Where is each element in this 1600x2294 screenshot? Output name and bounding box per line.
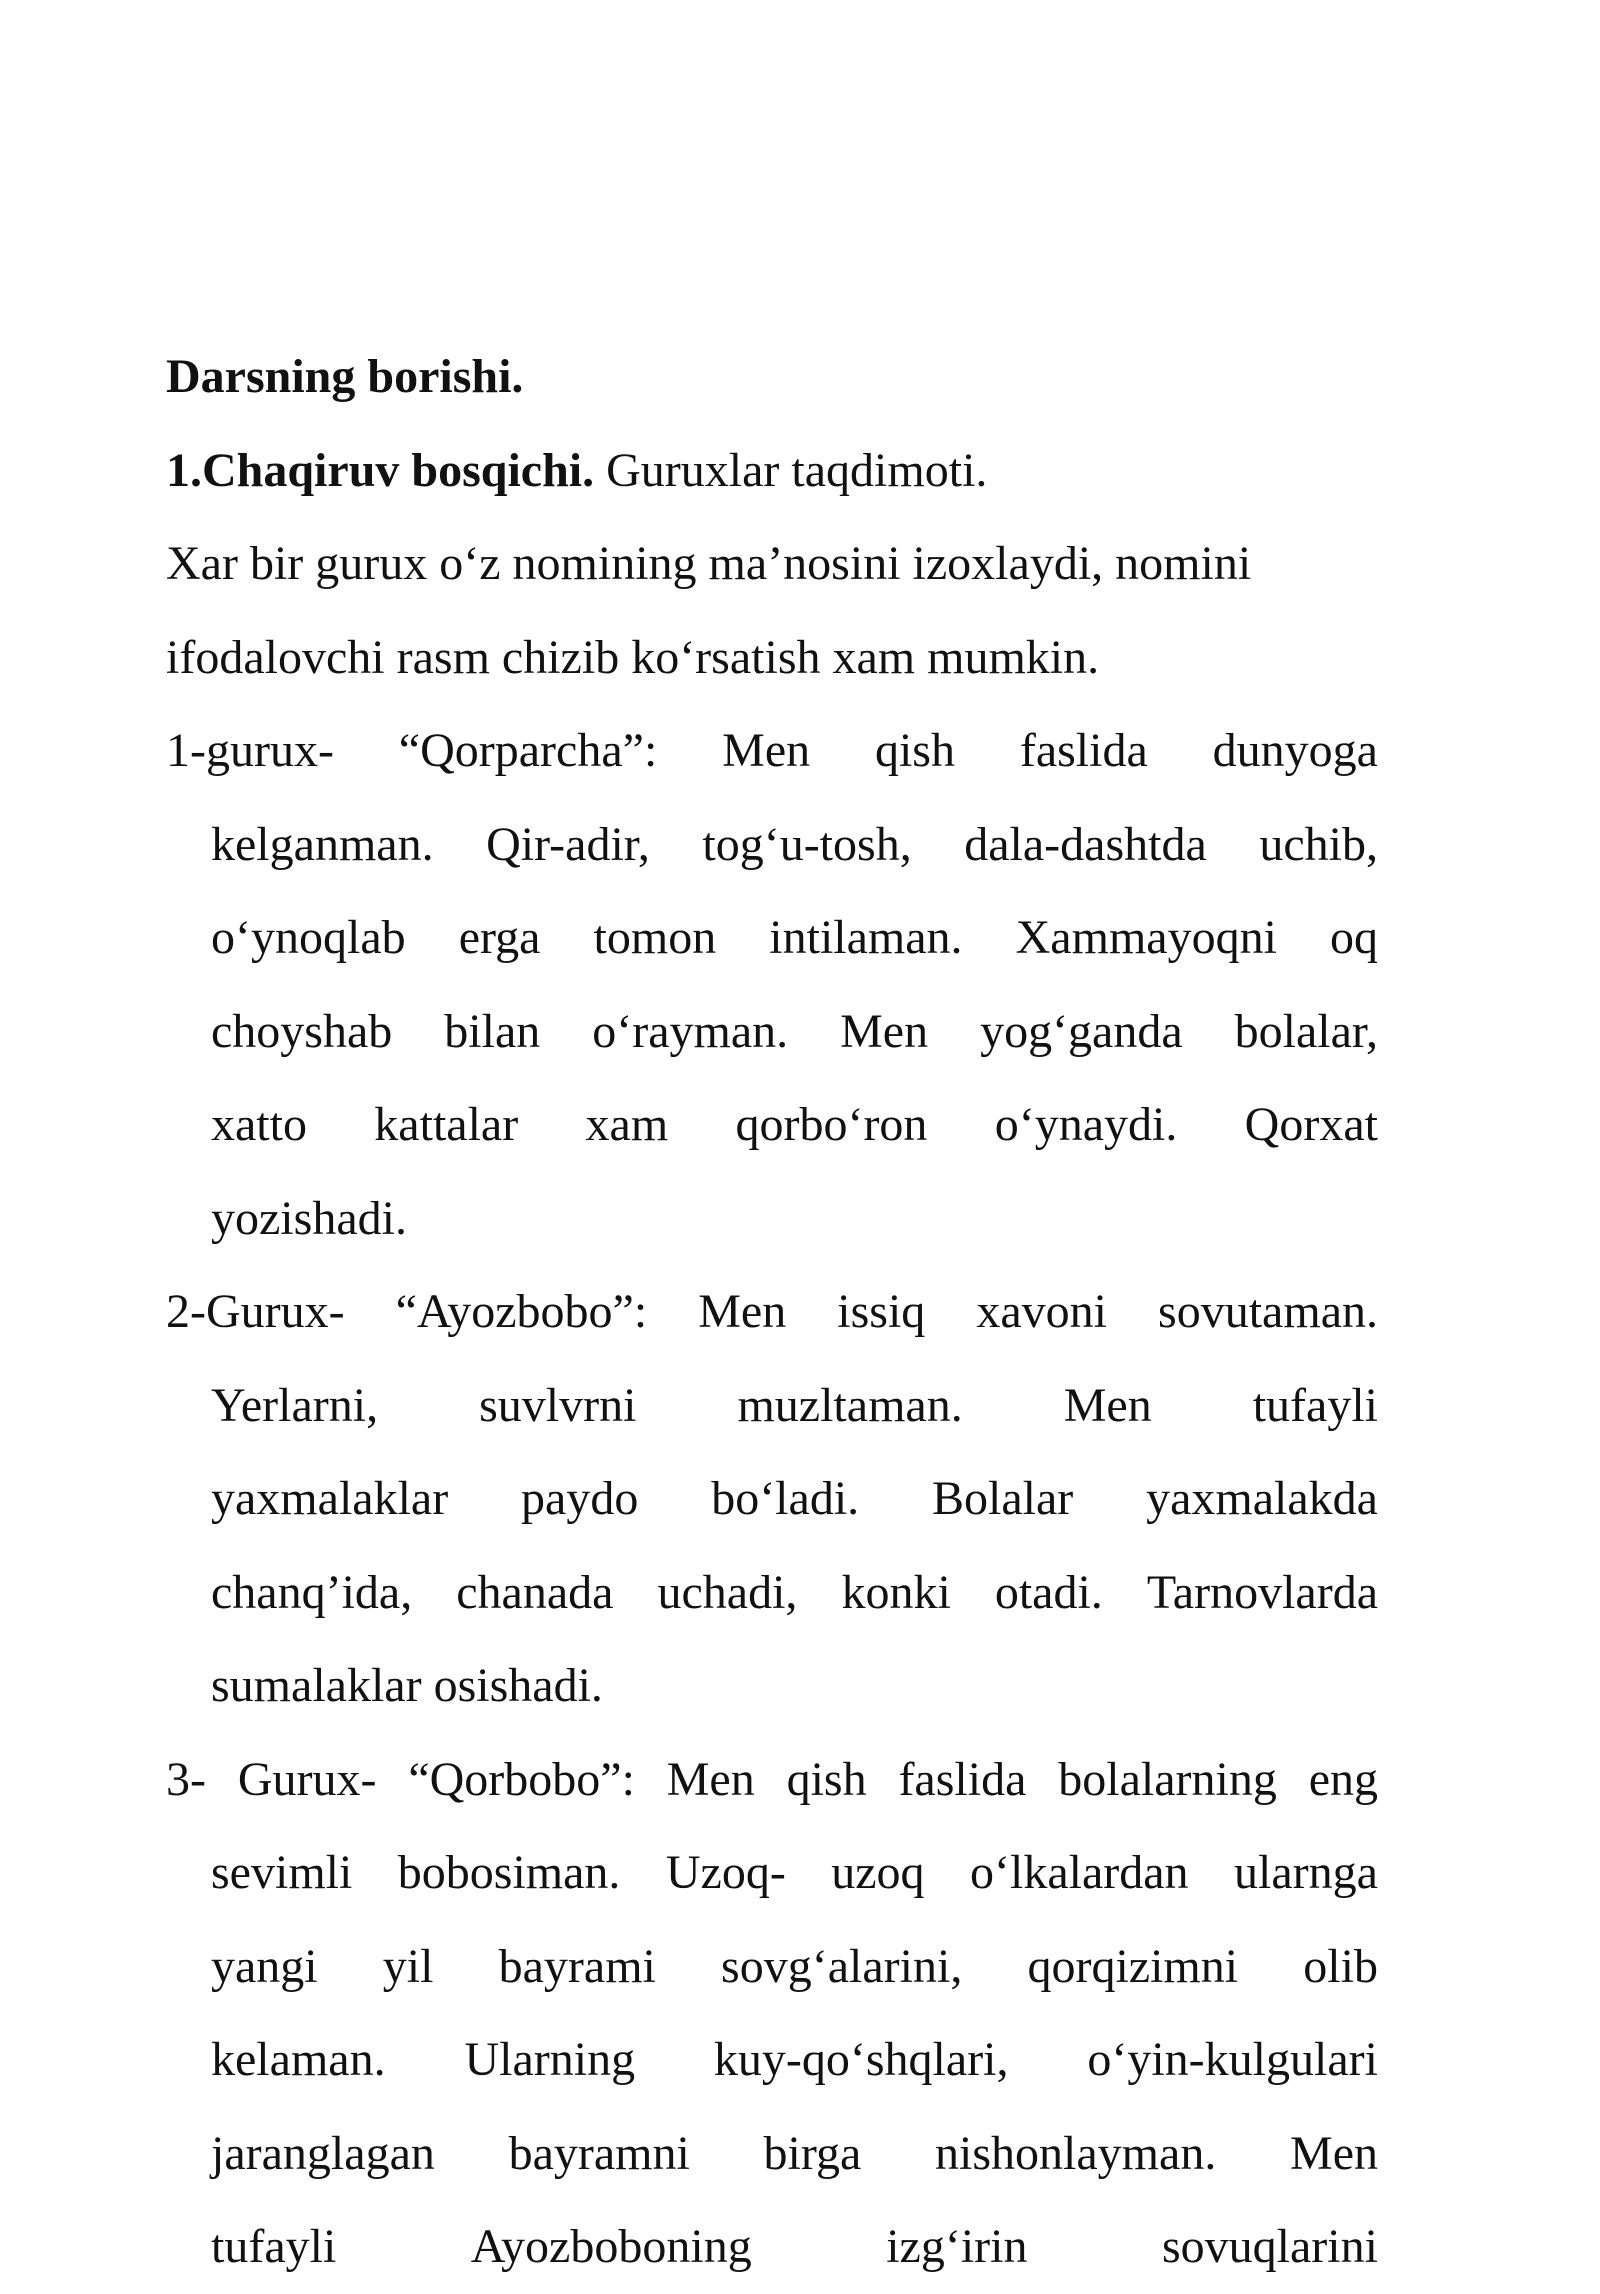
word: sovuqlarini xyxy=(1161,2220,1378,2273)
word: Gurux- xyxy=(237,1752,377,1806)
word: tomon xyxy=(593,911,717,964)
word: jaranglagan xyxy=(211,2126,435,2180)
stage-text: Guruxlar taqdimoti. xyxy=(594,443,988,497)
word: uchib, xyxy=(1259,817,1378,871)
word: 3- xyxy=(166,1752,206,1806)
group-paragraph-1 xyxy=(166,704,1378,1265)
group-line xyxy=(166,1359,1378,1453)
word: oq xyxy=(1330,911,1378,964)
word: Men xyxy=(840,1004,929,1058)
group-line xyxy=(166,798,1378,892)
group-paragraph-3 xyxy=(166,1733,1378,2294)
word: xatto xyxy=(211,1098,307,1151)
word: Ayozboboning xyxy=(470,2220,752,2273)
word: izg‘irin xyxy=(886,2220,1028,2273)
word: suvlvrni xyxy=(479,1378,637,1432)
word: kelganman. xyxy=(211,817,434,871)
group-line xyxy=(166,2107,1378,2201)
word: bayramni xyxy=(508,2126,690,2180)
word: 1-gurux- xyxy=(166,724,334,777)
group-line xyxy=(166,1920,1378,2014)
word: chanq’ida, xyxy=(211,1565,413,1619)
word: Xammayoqni xyxy=(1015,911,1277,964)
word: sevimli xyxy=(211,1846,353,1899)
word: Men xyxy=(722,724,811,777)
group-line xyxy=(166,1452,1378,1546)
word: Men xyxy=(1063,1378,1152,1432)
word: kattalar xyxy=(374,1098,519,1151)
word: sovg‘alarini, xyxy=(721,1939,963,1993)
word: Qorxat xyxy=(1244,1098,1378,1151)
word: olib xyxy=(1303,1939,1378,1993)
word: “Qorparcha”: xyxy=(398,724,658,777)
word: otadi. xyxy=(994,1565,1103,1619)
groups-list xyxy=(166,704,1378,2294)
word: erga xyxy=(458,911,541,964)
word: yil xyxy=(382,1939,434,1993)
word: qorqizimni xyxy=(1027,1939,1239,1993)
word: yaxmalakda xyxy=(1146,1472,1378,1525)
intro-line-2: ifodalovchi rasm chizib ko‘rsatish xam mumkin. xyxy=(166,630,1100,684)
word: dunyoga xyxy=(1212,724,1378,777)
word: o‘rayman. xyxy=(592,1004,789,1058)
word: yaxmalaklar xyxy=(211,1472,449,1525)
word: kuy-qo‘shqlari, xyxy=(713,2033,1009,2086)
word: Yerlarni, xyxy=(211,1378,379,1432)
word: tufayli xyxy=(1252,1378,1378,1432)
word: uchadi, xyxy=(657,1565,798,1619)
group-first-line xyxy=(166,1265,1378,1359)
word: chanada xyxy=(456,1565,614,1619)
word: ularnga xyxy=(1234,1846,1378,1899)
document-page xyxy=(166,330,1378,2294)
word: Men xyxy=(698,1285,787,1338)
word: eng xyxy=(1308,1752,1378,1806)
word: “Qorbobo”: xyxy=(408,1752,635,1806)
word: Qir-adir, xyxy=(486,817,650,871)
word: o‘ynaydi. xyxy=(994,1098,1178,1151)
word: uzoq xyxy=(831,1846,925,1899)
word: qish xyxy=(874,724,955,777)
word: konki xyxy=(841,1565,951,1619)
word: Men xyxy=(666,1752,755,1806)
word: bayrami xyxy=(498,1939,656,1993)
word: Ularning xyxy=(464,2033,636,2086)
group-paragraph-2 xyxy=(166,1265,1378,1733)
word: bobosiman. xyxy=(397,1846,621,1899)
intro-line-1: Xar bir gurux o‘z nomining ma’nosini izoxlaydi, nomini xyxy=(166,537,1252,590)
word: sovutaman. xyxy=(1158,1285,1378,1338)
word: xavoni xyxy=(976,1285,1107,1338)
word: yog‘ganda xyxy=(980,1004,1183,1058)
group-last-line: yozishadi. xyxy=(211,1191,407,1245)
stage-label: 1.Chaqiruv bosqichi. xyxy=(166,443,595,497)
group-line xyxy=(166,1078,1378,1172)
word: dala-dashtda xyxy=(964,817,1207,871)
group-line xyxy=(166,2200,1378,2294)
word: intilaman. xyxy=(769,911,963,964)
word: “Ayozbobo”: xyxy=(395,1285,648,1338)
word: bilan xyxy=(444,1004,541,1058)
word: nishonlayman. xyxy=(935,2126,1217,2180)
word: faslida xyxy=(898,1752,1027,1806)
word: tog‘u-tosh, xyxy=(702,817,912,871)
word: choyshab xyxy=(211,1004,393,1058)
word: o‘yin-kulgulari xyxy=(1087,2033,1378,2086)
group-line xyxy=(166,2013,1378,2107)
word: bo‘ladi. xyxy=(711,1472,860,1525)
word: Bolalar xyxy=(931,1472,1074,1525)
word: issiq xyxy=(837,1285,926,1338)
stage-line xyxy=(166,424,1378,518)
group-first-line xyxy=(166,704,1378,798)
word: Tarnovlarda xyxy=(1146,1565,1378,1619)
word: tufayli xyxy=(211,2220,337,2273)
group-line xyxy=(166,985,1378,1079)
word: bolalarning xyxy=(1058,1752,1277,1806)
word: paydo xyxy=(521,1472,639,1525)
group-line xyxy=(166,891,1378,985)
group-line xyxy=(166,1826,1378,1920)
group-first-line xyxy=(166,1733,1378,1827)
word: Men xyxy=(1290,2126,1378,2180)
word: o‘ynoqlab xyxy=(211,911,406,964)
word: muzltaman. xyxy=(737,1378,963,1432)
word: o‘lkalardan xyxy=(970,1846,1189,1899)
word: faslida xyxy=(1019,724,1148,777)
word: birga xyxy=(763,2126,862,2180)
word: Uzoq- xyxy=(665,1846,786,1899)
group-line xyxy=(166,1546,1378,1640)
word: 2-Gurux- xyxy=(166,1285,345,1338)
group-last-line: sumalaklar osishadi. xyxy=(211,1659,603,1712)
word: yangi xyxy=(211,1939,318,1993)
word: bolalar, xyxy=(1234,1004,1378,1058)
word: kelaman. xyxy=(211,2033,386,2086)
word: qorbo‘ron xyxy=(735,1098,928,1151)
document-title: Darsning borishi. xyxy=(166,350,524,403)
word: qish xyxy=(786,1752,867,1806)
word: xam xyxy=(585,1098,669,1151)
